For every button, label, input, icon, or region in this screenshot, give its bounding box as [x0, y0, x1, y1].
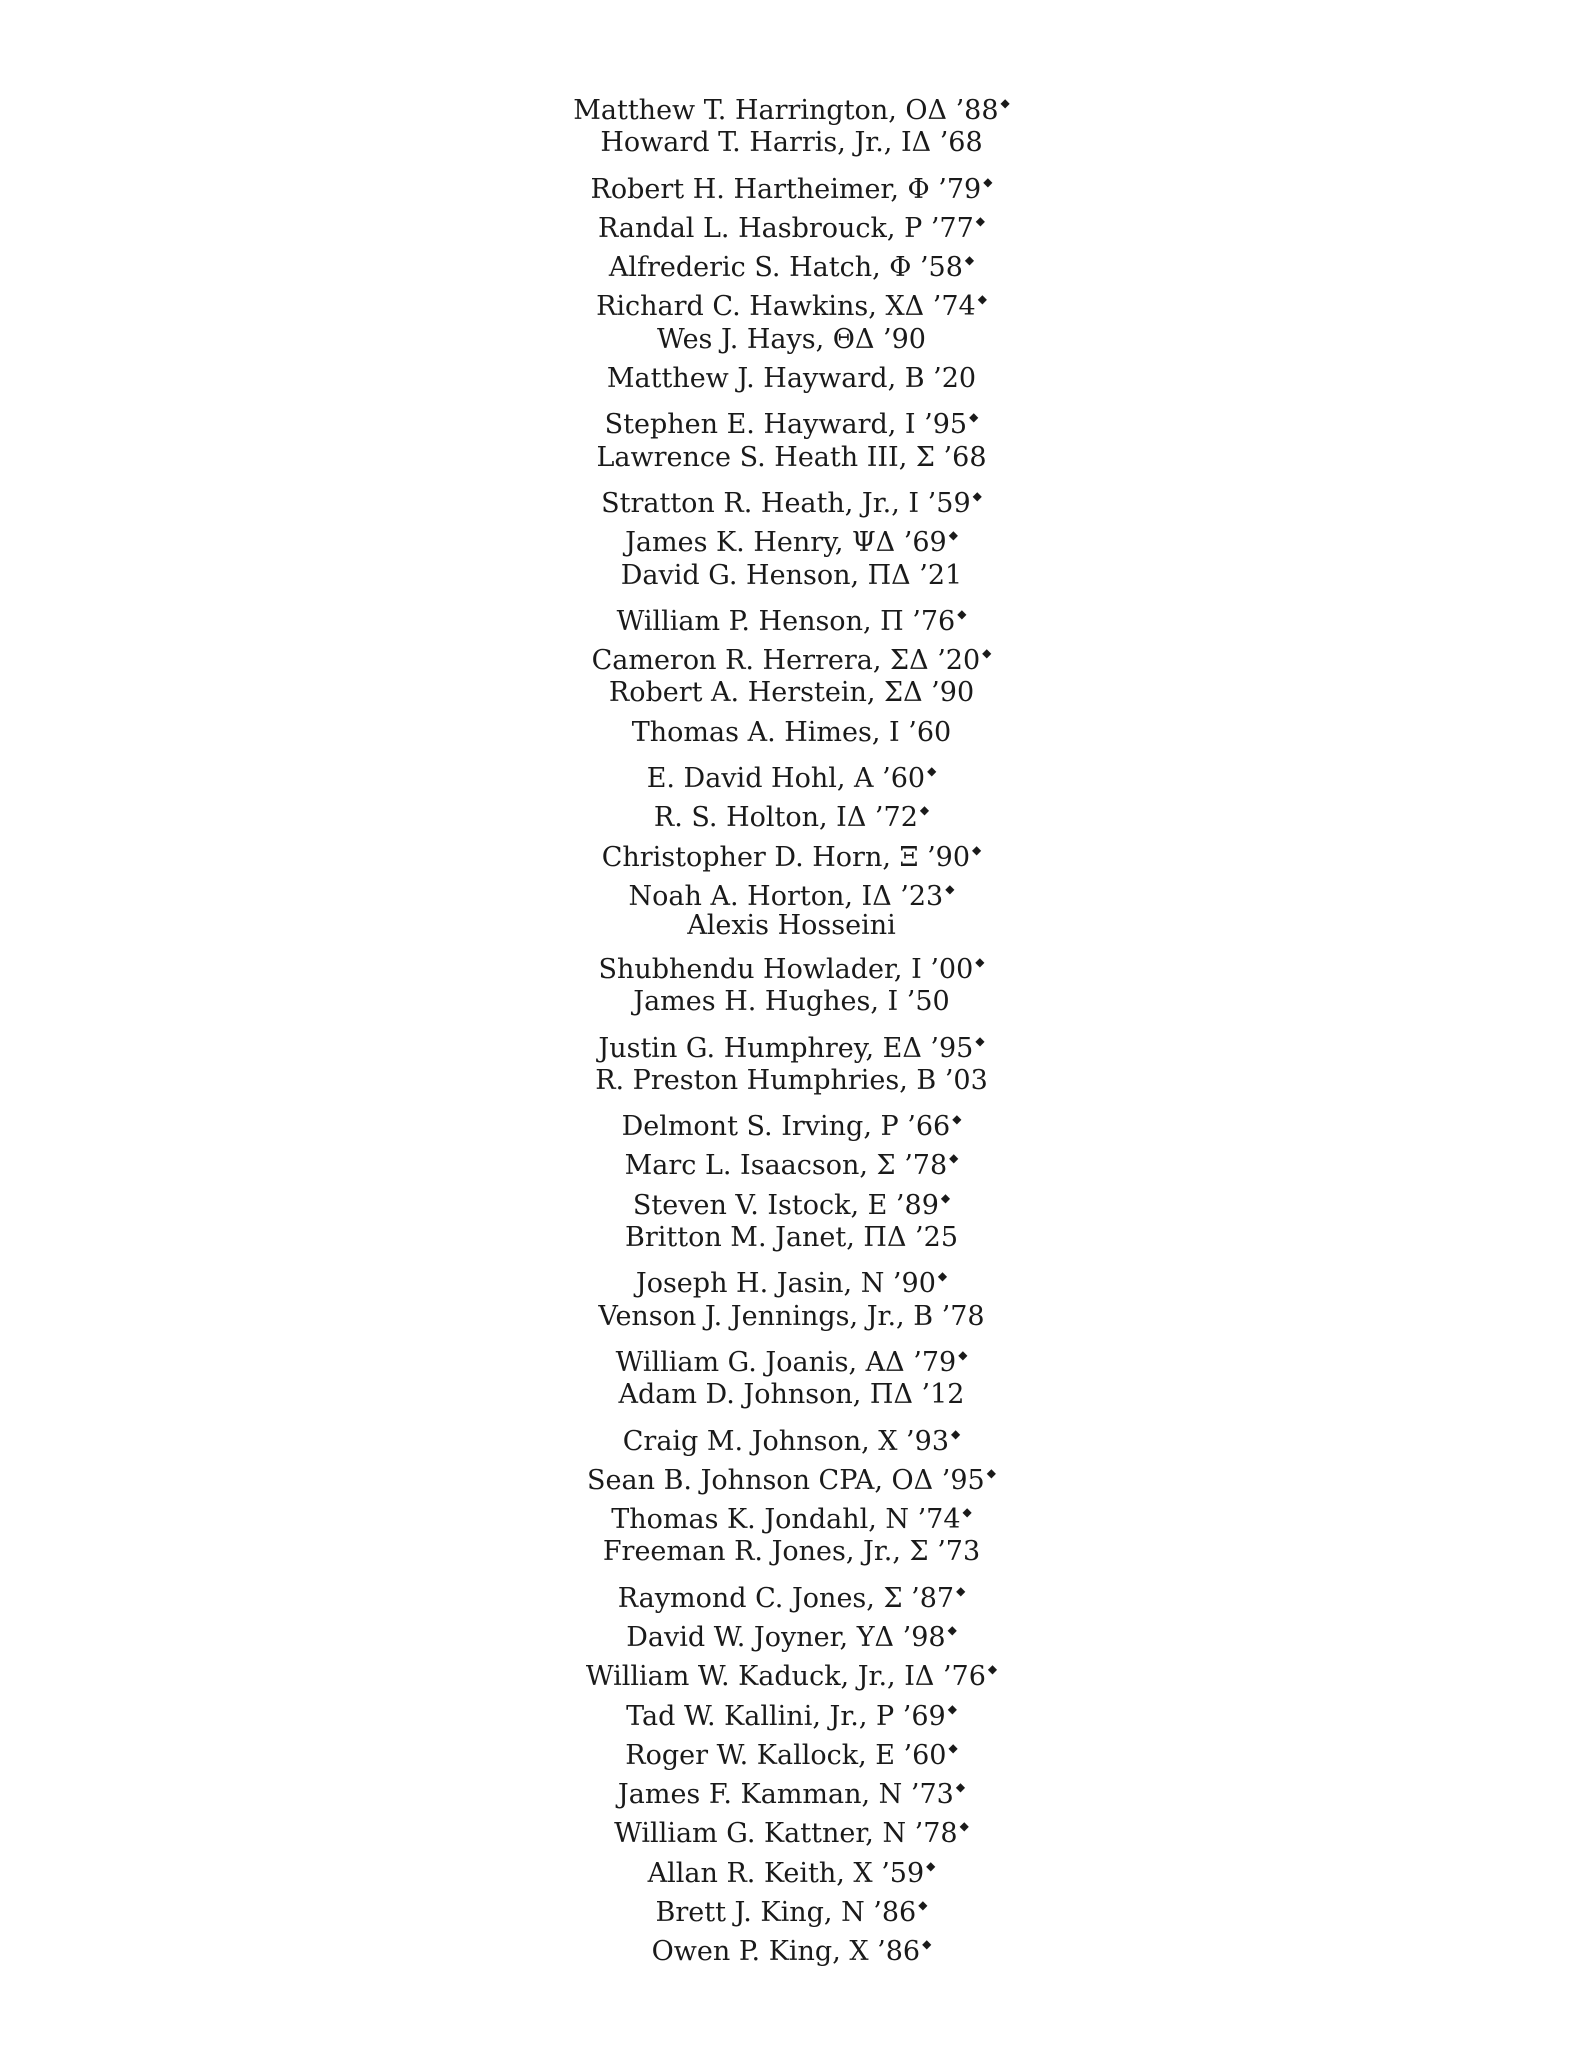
name-text: Matthew J. Hayward, Β ’20 — [606, 363, 977, 395]
name-text: Tad W. Kallini, Jr., Ρ ’69 — [626, 1700, 946, 1732]
name-text: Adam D. Johnson, ΠΔ ’12 — [618, 1379, 965, 1411]
member-marker-icon: ◆ — [972, 488, 982, 503]
member-marker-icon: ◆ — [947, 1622, 957, 1637]
member-marker-icon: ◆ — [948, 528, 958, 543]
name-text: E. David Hohl, Α ’60 — [646, 763, 926, 795]
member-marker-icon: ◆ — [927, 764, 937, 779]
name-text: William G. Kattner, Ν ’78 — [614, 1818, 958, 1850]
name-text: R. S. Holton, ΙΔ ’72 — [653, 802, 918, 834]
name-entry — [0, 123, 1583, 162]
member-marker-icon: ◆ — [948, 1740, 958, 1755]
name-text: William P. Henson, Π ’76 — [616, 605, 956, 637]
name-entry — [0, 163, 1583, 205]
name-entry — [0, 477, 1583, 519]
name-entry — [0, 1650, 1583, 1693]
name-list — [0, 84, 1583, 1968]
name-text: Robert H. Hartheimer, Φ ’79 — [590, 173, 982, 205]
name-entry — [0, 84, 1583, 126]
name-text: Thomas K. Jondahl, Ν ’74 — [611, 1504, 961, 1536]
name-text: Robert A. Herstein, ΣΔ ’90 — [608, 677, 975, 709]
name-entry — [0, 1375, 1583, 1414]
name-text: Howard T. Harris, Jr., ΙΔ ’68 — [600, 127, 983, 159]
name-entry — [0, 1690, 1583, 1732]
name-entry — [0, 673, 1583, 712]
name-entry — [0, 713, 1583, 752]
name-entry — [0, 1415, 1583, 1457]
name-entry — [0, 1257, 1583, 1300]
member-marker-icon: ◆ — [940, 1190, 951, 1205]
name-entry — [0, 1847, 1583, 1889]
name-entry — [0, 1336, 1583, 1378]
name-entry — [0, 1925, 1583, 1968]
name-entry — [0, 516, 1583, 559]
name-entry — [0, 438, 1583, 477]
member-marker-icon: ◆ — [986, 1465, 996, 1480]
member-marker-icon: ◆ — [926, 1858, 936, 1873]
name-entry — [0, 280, 1583, 323]
name-text: William W. Kaduck, Jr., ΙΔ ’76 — [585, 1661, 986, 1693]
name-text: Venson J. Jennings, Jr., Β ’78 — [598, 1300, 985, 1332]
member-marker-icon: ◆ — [982, 646, 992, 661]
member-marker-icon: ◆ — [957, 606, 967, 621]
name-text: James K. Henry, ΨΔ ’69 — [625, 527, 947, 559]
name-text: Joseph H. Jasin, Ν ’90 — [635, 1268, 936, 1300]
name-entry — [0, 752, 1583, 795]
member-marker-icon: ◆ — [983, 174, 993, 189]
member-marker-icon: ◆ — [1000, 96, 1010, 110]
name-entry — [0, 359, 1583, 398]
name-text: Stephen E. Hayward, Ι ’95 — [604, 409, 968, 441]
member-marker-icon: ◆ — [947, 1701, 957, 1716]
name-entry — [0, 202, 1583, 244]
name-text: Alexis Hosseini — [687, 910, 896, 942]
name-text: Delmont S. Irving, Ρ ’66 — [621, 1111, 951, 1143]
name-entry — [0, 320, 1583, 359]
name-text: Noah A. Horton, ΙΔ ’23 — [628, 880, 944, 912]
name-text: Lawrence S. Heath III, Σ ’68 — [596, 441, 987, 473]
member-marker-icon: ◆ — [959, 1819, 969, 1834]
name-entry — [0, 1807, 1583, 1850]
member-marker-icon: ◆ — [937, 1269, 948, 1284]
name-text: Matthew T. Harrington, ΟΔ ’88 — [573, 95, 999, 126]
name-entry — [0, 1886, 1583, 1929]
member-marker-icon: ◆ — [956, 1583, 966, 1598]
member-marker-icon: ◆ — [922, 1937, 932, 1952]
name-text: Brett J. King, Ν ’86 — [655, 1897, 917, 1929]
member-marker-icon: ◆ — [975, 213, 986, 228]
name-entry — [0, 942, 1583, 986]
name-entry — [0, 870, 1583, 912]
member-marker-icon: ◆ — [972, 842, 982, 857]
name-entry — [0, 1611, 1583, 1653]
name-text: Steven V. Istock, Ε ’89 — [632, 1189, 939, 1221]
name-text: Richard C. Hawkins, ΧΔ ’74 — [596, 291, 976, 323]
name-text: Stratton R. Heath, Jr., Ι ’59 — [601, 487, 971, 519]
name-entry — [0, 1454, 1583, 1496]
member-marker-icon: ◆ — [949, 1151, 959, 1166]
name-text: Shubhendu Howlader, Ι ’00 — [598, 954, 974, 986]
name-entry — [0, 556, 1583, 595]
name-text: Thomas A. Himes, Ι ’60 — [631, 716, 952, 748]
member-marker-icon: ◆ — [975, 1033, 985, 1048]
name-entry — [0, 982, 1583, 1021]
name-entry — [0, 1768, 1583, 1811]
member-marker-icon: ◆ — [975, 955, 985, 970]
name-text: Justin G. Humphrey, ΕΔ ’95 — [598, 1032, 974, 1064]
member-marker-icon: ◆ — [945, 881, 955, 896]
name-entry — [0, 791, 1583, 834]
name-entry — [0, 831, 1583, 873]
name-entry — [0, 1493, 1583, 1536]
name-text: Randal L. Hasbrouck, Ρ ’77 — [597, 212, 974, 244]
name-text: Christopher D. Horn, Ξ ’90 — [601, 841, 971, 873]
name-text: Roger W. Kallock, Ε ’60 — [625, 1739, 947, 1771]
name-entry — [0, 1218, 1583, 1257]
name-entry — [0, 1179, 1583, 1221]
member-marker-icon: ◆ — [987, 1662, 998, 1677]
member-marker-icon: ◆ — [918, 1898, 928, 1913]
name-entry — [0, 398, 1583, 441]
name-text: James H. Hughes, Ι ’50 — [633, 986, 950, 1018]
name-entry — [0, 595, 1583, 637]
name-entry — [0, 1100, 1583, 1143]
name-text: David W. Joyner, ΥΔ ’98 — [626, 1621, 946, 1653]
name-text: Wes J. Hays, ΘΔ ’90 — [657, 323, 926, 355]
name-entry — [0, 241, 1583, 284]
name-entry — [0, 1297, 1583, 1336]
name-text: Owen P. King, Χ ’86 — [651, 1936, 921, 1968]
name-entry — [0, 634, 1583, 677]
name-text: Freeman R. Jones, Jr., Σ ’73 — [602, 1536, 981, 1568]
name-text: David G. Henson, ΠΔ ’21 — [620, 559, 963, 591]
name-text: Marc L. Isaacson, Σ ’78 — [624, 1150, 948, 1182]
member-marker-icon: ◆ — [964, 253, 975, 268]
name-text: Alfrederic S. Hatch, Φ ’58 — [608, 252, 963, 284]
member-marker-icon: ◆ — [969, 410, 979, 425]
name-entry — [0, 909, 1583, 942]
name-text: Allan R. Keith, Χ ’59 — [647, 1857, 925, 1889]
member-marker-icon: ◆ — [962, 1505, 972, 1520]
name-text: Sean B. Johnson CPA, ΟΔ ’95 — [587, 1464, 985, 1496]
member-marker-icon: ◆ — [958, 1347, 968, 1362]
name-entry — [0, 1061, 1583, 1100]
member-marker-icon: ◆ — [952, 1112, 962, 1127]
name-text: Craig M. Johnson, Χ ’93 — [622, 1425, 949, 1457]
name-entry — [0, 1139, 1583, 1182]
member-marker-icon: ◆ — [955, 1780, 966, 1795]
member-marker-icon: ◆ — [977, 292, 987, 307]
name-entry — [0, 1022, 1583, 1064]
name-text: R. Preston Humphries, Β ’03 — [595, 1064, 988, 1096]
name-text: Raymond C. Jones, Σ ’87 — [617, 1582, 955, 1614]
name-text: Britton M. Janet, ΠΔ ’25 — [625, 1222, 958, 1254]
name-entry — [0, 1532, 1583, 1571]
name-entry — [0, 1729, 1583, 1771]
name-text: William G. Joanis, ΑΔ ’79 — [615, 1346, 957, 1378]
name-text: James F. Kamman, Ν ’73 — [617, 1779, 954, 1811]
name-entry — [0, 1572, 1583, 1614]
member-marker-icon: ◆ — [951, 1426, 961, 1441]
name-text: Cameron R. Herrera, ΣΔ ’20 — [591, 645, 981, 677]
member-marker-icon: ◆ — [919, 803, 930, 818]
